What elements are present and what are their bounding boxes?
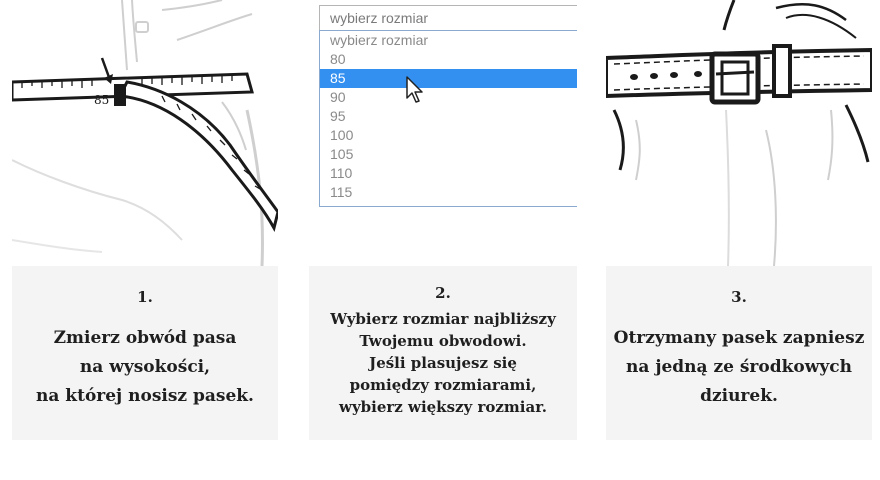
size-select[interactable]: wybierz rozmiar bbox=[319, 5, 577, 31]
size-option[interactable]: wybierz rozmiar bbox=[330, 32, 429, 48]
size-option-selected[interactable]: 85 bbox=[320, 69, 577, 88]
size-option[interactable]: 110 bbox=[330, 165, 353, 181]
size-option[interactable]: 115 bbox=[330, 184, 353, 200]
tape-measure-label: 85 bbox=[94, 93, 110, 107]
size-option[interactable]: 100 bbox=[330, 127, 354, 143]
step-instructions: Wybierz rozmiar najbliższy Twojemu obwodowi. Jeśli plasujesz się pomiędzy rozmiarami, wybierz większy rozmiar. bbox=[330, 310, 556, 416]
step-1-caption bbox=[12, 266, 278, 440]
mouse-cursor-icon bbox=[406, 76, 426, 104]
step-2-caption bbox=[309, 266, 577, 440]
step-instructions: Zmierz obwód pasa na wysokości, na której nosisz pasek. bbox=[36, 328, 254, 406]
size-option[interactable]: 80 bbox=[330, 51, 346, 67]
size-option[interactable]: 95 bbox=[330, 108, 346, 124]
buckled-belt-illustration bbox=[606, 0, 872, 266]
step-number: 2. bbox=[435, 284, 451, 302]
step-instructions: Otrzymany pasek zapniesz na jedną ze środkowych dziurek. bbox=[613, 328, 865, 406]
step-3-caption bbox=[606, 266, 872, 440]
step-number: 3. bbox=[731, 288, 747, 306]
measuring-waist-illustration bbox=[12, 0, 278, 266]
size-option[interactable]: 90 bbox=[330, 89, 346, 105]
size-option[interactable]: 105 bbox=[330, 146, 354, 162]
step-number: 1. bbox=[137, 288, 153, 306]
size-select-illustration bbox=[309, 0, 577, 266]
size-options-list[interactable] bbox=[319, 30, 577, 207]
